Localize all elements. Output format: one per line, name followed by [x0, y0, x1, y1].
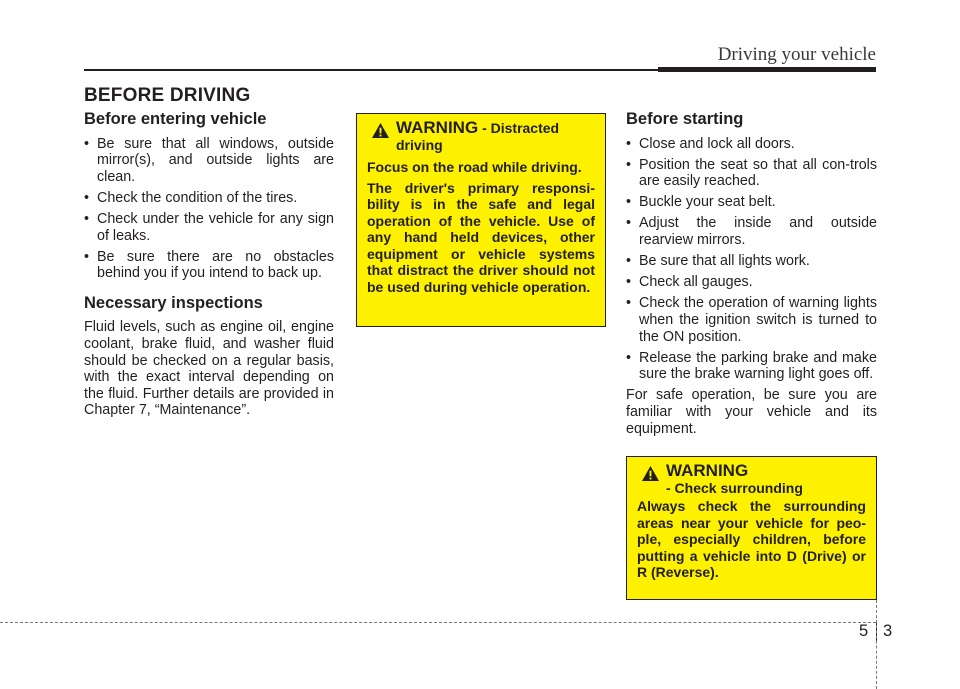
page-number: 3 — [883, 622, 893, 640]
safe-operation-text: For safe operation, be sure you are familiar with your vehicle and its equipment. — [626, 387, 877, 437]
warning-word: WARNING — [396, 118, 479, 137]
warning-lead: Focus on the road while driving. — [367, 159, 582, 175]
list-item: • Check the condition of the tires. — [84, 190, 334, 207]
list-item: • Be sure there are no obstacles behind you if you intend to back up. — [84, 249, 334, 282]
list-item: • Position the seat so that all con-trols are easily reached. — [626, 157, 877, 190]
list-item: • Buckle your seat belt. — [626, 194, 877, 211]
footer-vertical-rule — [876, 600, 877, 689]
list-item: • Check the operation of warning lights when the ignition switch is turned to the ON position. — [626, 295, 877, 345]
list-item: • Release the parking brake and make sure the brake warning light goes off. — [626, 350, 877, 383]
warning-text: Always check the surrounding areas near your vehicle for peo-ple, especially children, before putting a vehicle into D (Drive) or R (Reverse). — [637, 498, 866, 580]
warning-word: WARNING — [666, 461, 749, 480]
list-item: • Adjust the inside and outside rearview mirrors. — [626, 215, 877, 248]
right-column — [626, 111, 877, 437]
list-item: • Be sure that all lights work. — [626, 253, 877, 270]
starting-heading: Before starting — [626, 110, 744, 128]
warning-box-distracted-driving — [356, 113, 606, 327]
warning-text: The driver's primary responsi-bility is in the safe and legal operation of the vehicle. Use of any hand held devices, other equipment or vehicle systems that distract the driver should not be used during vehicle operation. — [367, 179, 595, 295]
entering-list — [84, 136, 334, 282]
chapter-number: 5 — [859, 622, 869, 640]
list-item: • Check under the vehicle for any sign of leaks. — [84, 211, 334, 244]
header-title: Driving your vehicle — [717, 44, 876, 65]
footer-rule — [0, 622, 876, 623]
warning-subtitle: - Check surrounding — [666, 479, 803, 496]
section-title: BEFORE DRIVING — [84, 85, 251, 106]
list-item: • Check all gauges. — [626, 274, 877, 291]
warning-box-check-surrounding — [626, 456, 877, 600]
list-item: • Close and lock all doors. — [626, 136, 877, 153]
warning-subtitle: - Distracted driving — [396, 120, 560, 153]
list-item: • Be sure that all windows, outside mirror(s), and outside lights are clean. — [84, 136, 334, 186]
entering-heading: Before entering vehicle — [84, 110, 267, 128]
inspections-text: Fluid levels, such as engine oil, engine coolant, brake fluid, and washer fluid should be checked on a regular basis, with the exact interval depending on the fluid. Further details are provided in Chapter 7, “Maintenance”. — [84, 319, 334, 419]
warning-triangle-icon — [641, 465, 660, 482]
inspections-heading: Necessary inspections — [84, 293, 263, 312]
starting-list — [626, 136, 877, 383]
warning-triangle-icon — [371, 122, 390, 139]
header-rule-accent — [658, 67, 876, 72]
left-column — [84, 111, 334, 419]
